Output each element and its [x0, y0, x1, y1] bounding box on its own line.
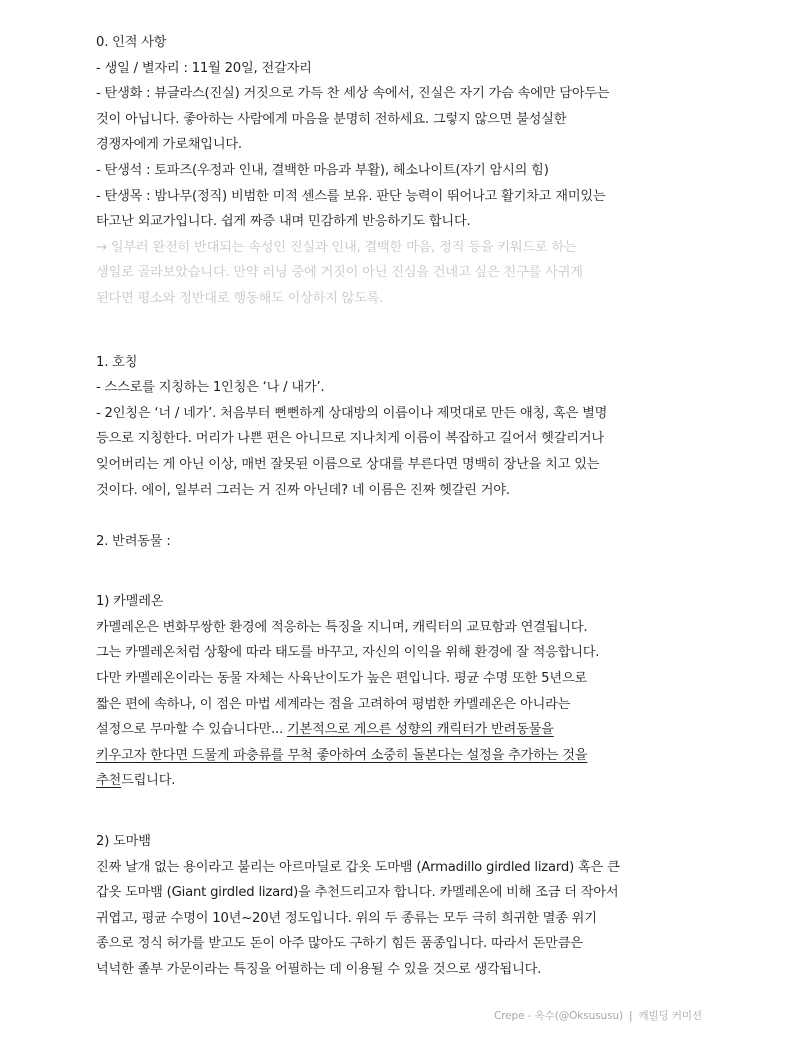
text-line [96, 768, 708, 794]
spacer [96, 554, 708, 589]
spacer [96, 312, 708, 350]
faded-note-line: 생일로 골라보았습니다. 만약 러닝 중에 거짓이 아닌 진심을 건네고 싶은 친구를 사귀게 [96, 265, 583, 281]
text-line: 등으로 지칭한다. 머리가 나쁜 편은 아니므로 지나치게 이름이 복잡하고 길어서 헷갈리거나 [96, 431, 604, 447]
text-line: - 탄생석 : 토파즈(우정과 인내, 결백한 마음과 부활), 헤소나이트(자기 암시의 힘) [96, 162, 549, 178]
spacer [96, 503, 708, 529]
text-line [96, 717, 708, 743]
underlined-text: 키우고자 한다면 드물게 파충류를 무척 좋아하여 소중히 돌본다는 설정을 추가하는 것을 [96, 747, 588, 763]
text-line: 경쟁자에게 가로채입니다. [96, 137, 242, 153]
text-line: 귀엽고, 평균 수명이 10년~20년 정도입니다. 위의 두 종류는 모두 극히 희귀한 멸종 위기 [96, 910, 597, 926]
text-line: 타고난 외교가입니다. 쉽게 짜증 내며 민감하게 반응하기도 합니다. [96, 214, 471, 230]
text-line: 진짜 날개 없는 용이라고 불리는 아르마딜로 갑옷 도마뱀 (Armadillo girdled lizard) 혹은 큰 [96, 859, 620, 875]
page-footer [494, 1008, 702, 1023]
text-line [96, 743, 708, 769]
section-heading: 2. 반려동물 : [96, 533, 171, 549]
spacer [96, 794, 708, 829]
underlined-text: 추천 [96, 773, 122, 789]
footer-label: 캐빌딩 커미션 [638, 1010, 702, 1022]
text-line: 그는 카멜레온처럼 상황에 따라 태도를 바꾸고, 자신의 이익을 위해 환경에 잘 적응합니다. [96, 645, 600, 661]
text-line: 것이다. 에이, 일부러 그러는 거 진짜 아닌데? 네 이름은 진짜 헷갈린 거야. [96, 482, 510, 498]
text-line: 갑옷 도마뱀 (Giant girdled lizard)을 추천드리고자 합니다. 카멜레온에 비해 조금 더 작아서 [96, 885, 619, 901]
text-line: - 스스로를 지칭하는 1인칭은 ‘나 / 내가’. [96, 380, 325, 396]
text-line: 종으로 정식 허가를 받고도 돈이 아주 많아도 구하기 힘든 품종입니다. 따라서 돈만큼은 [96, 936, 583, 952]
footer-credit: Crepe - 옥수(@Oksususu) [493, 1010, 624, 1022]
faded-note-line: 된다면 평소와 정반대로 행동해도 이상하지 않도록. [96, 290, 384, 306]
text-line: 것이 아닙니다. 좋아하는 사람에게 마음을 분명히 전하세요. 그렇지 않으면 불성실한 [96, 111, 567, 127]
text-line: 짧은 편에 속하나, 이 점은 마법 세계라는 점을 고려하여 평범한 카멜레온은 아니라는 [96, 696, 571, 712]
text-line: 다만 카멜레온이라는 동물 자체는 사육난이도가 높은 편입니다. 평균 수명 또한 5년으로 [96, 671, 587, 687]
text-line: 카멜레온은 변화무쌍한 환경에 적응하는 특징을 지니며, 캐릭터의 교묘함과 연결됩니다. [96, 619, 588, 635]
subsection-heading: 2) 도마뱀 [96, 834, 151, 850]
plain-text: 드립니다. [121, 773, 176, 789]
subsection-heading: 1) 카멜레온 [96, 594, 164, 610]
text-line: 넉넉한 졸부 가문이라는 특징을 어필하는 데 이용될 수 있을 것으로 생각됩니다. [96, 962, 542, 977]
text-line: - 탄생화 : 뷰글라스(진실) 거짓으로 가득 찬 세상 속에서, 진실은 자기 가슴 속에만 담아두는 [96, 86, 610, 102]
underlined-text: 기본적으로 게으른 성향의 캐릭터가 반려동물을 [286, 722, 554, 738]
text-line: 잊어버리는 게 아닌 이상, 매번 잘못된 이름으로 상대를 부른다면 명백히 장난을 치고 있는 [96, 456, 600, 472]
text-line: - 생일 / 별자리 : 11월 20일, 전갈자리 [96, 60, 312, 76]
footer-separator: | [629, 1010, 633, 1022]
plain-text: 설정으로 무마할 수 있습니다만... [96, 722, 287, 738]
faded-note-line: → 일부러 완전히 반대되는 속성인 진실과 인내, 결백한 마음, 정직 등을 키워드로 하는 [96, 239, 577, 255]
text-line: - 2인칭은 ‘너 / 네가’. 처음부터 뻔뻔하게 상대방의 이름이나 제멋대로 만든 애칭, 혹은 별명 [96, 405, 608, 421]
text-line: - 탄생목 : 밤나무(정직) 비범한 미적 센스를 보유. 판단 능력이 뛰어나고 활기차고 재미있는 [96, 188, 606, 204]
section-heading: 1. 호칭 [96, 354, 138, 370]
section-heading: 0. 인적 사항 [96, 35, 167, 50]
document-body [96, 30, 708, 983]
